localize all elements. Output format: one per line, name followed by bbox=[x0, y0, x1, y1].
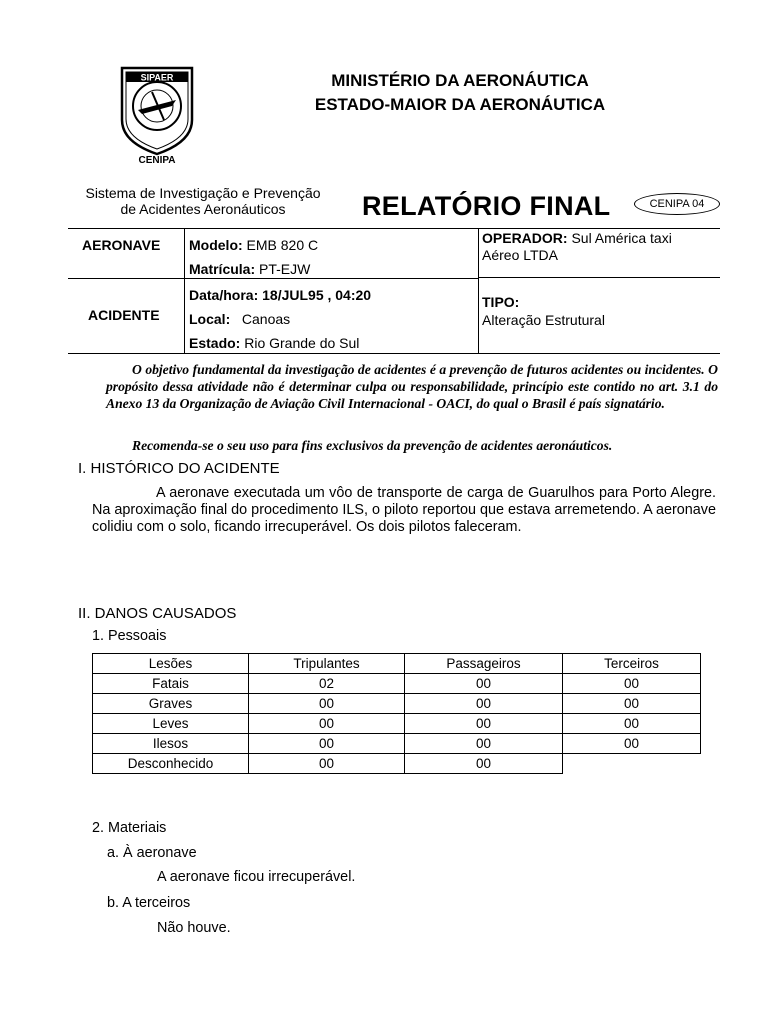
danos-heading: II. DANOS CAUSADOS bbox=[78, 605, 237, 622]
local-value: Canoas bbox=[241, 311, 291, 327]
tipo-value: Alteração Estrutural bbox=[482, 312, 605, 328]
cenipa-badge: CENIPA 04 bbox=[634, 193, 720, 215]
logo-text-bottom: CENIPA bbox=[138, 155, 176, 164]
sipaer-cenipa-logo bbox=[112, 62, 202, 164]
operador-label: OPERADOR: bbox=[482, 230, 568, 246]
operador-field bbox=[482, 230, 718, 264]
table-cell: 00 bbox=[563, 714, 701, 734]
rule-mid-left bbox=[68, 278, 478, 279]
aeronave-damage-text: A aeronave ficou irrecuperável. bbox=[157, 869, 356, 885]
modelo-label: Modelo: bbox=[189, 237, 243, 253]
objetivo-text: O objetivo fundamental da investigação de acidentes é a prevenção de futuros acidentes ou incidentes. O propósito dessa atividade não é determinar culpa ou responsabilidade, princípio este contido no art. 3.1 do Anexo 13 da Organização de Aviação Civil Internacional - OACI, do qual o Brasil é país signatário. bbox=[106, 362, 718, 411]
rule-bottom bbox=[68, 353, 720, 354]
aeronave-label: AERONAVE bbox=[82, 237, 161, 253]
table-header-row bbox=[93, 654, 701, 674]
table-row bbox=[93, 754, 701, 774]
table-cell: Graves bbox=[93, 694, 249, 714]
table-cell: Desconhecido bbox=[93, 754, 249, 774]
historico-text: A aeronave executada um vôo de transporte de carga de Guarulhos para Porto Alegre. Na aproximação final do procedimento ILS, o piloto reportou que estava arremetendo. A aeronave colidiu com o solo, ficando irrecuperável. Os dois pilotos faleceram. bbox=[92, 485, 716, 535]
acidente-label: ACIDENTE bbox=[88, 307, 160, 323]
ministry-line2: ESTADO-MAIOR DA AERONÁUTICA bbox=[314, 95, 606, 114]
aeronave-damage-label: a. À aeronave bbox=[107, 845, 197, 861]
materiais-heading: 2. Materiais bbox=[92, 820, 167, 836]
operador-value2: Aéreo LTDA bbox=[482, 247, 558, 263]
table-cell-empty bbox=[563, 754, 701, 774]
estado-label: Estado: bbox=[189, 335, 241, 351]
objetivo-notice bbox=[106, 361, 718, 412]
rule-top bbox=[68, 228, 720, 229]
local-field bbox=[189, 311, 290, 327]
table-cell: 00 bbox=[405, 694, 563, 714]
sistema-line2: de Acidentes Aeronáuticos bbox=[120, 201, 286, 217]
modelo-value: EMB 820 C bbox=[242, 237, 319, 253]
matricula-field bbox=[189, 261, 310, 277]
report-title: RELATÓRIO FINAL bbox=[362, 191, 611, 221]
estado-field bbox=[189, 335, 359, 351]
table-row bbox=[93, 694, 701, 714]
table-cell: Ilesos bbox=[93, 734, 249, 754]
table-cell: 00 bbox=[249, 754, 405, 774]
table-cell: 00 bbox=[563, 674, 701, 694]
modelo-field bbox=[189, 237, 318, 253]
sistema-line1: Sistema de Investigação e Prevenção bbox=[85, 185, 321, 201]
logo-text-top: SIPAER bbox=[140, 72, 174, 83]
tipo-label: TIPO: bbox=[482, 294, 520, 310]
table-cell: 00 bbox=[405, 734, 563, 754]
rule-mid-right bbox=[478, 277, 720, 278]
table-cell: 02 bbox=[249, 674, 405, 694]
table-header-cell: Lesões bbox=[93, 654, 249, 674]
matricula-label: Matrícula: bbox=[189, 261, 256, 277]
recomenda-notice: Recomenda-se o seu uso para fins exclusivos da prevenção de acidentes aeronáuticos. bbox=[132, 438, 613, 453]
rule-col1 bbox=[184, 228, 185, 354]
table-cell: 00 bbox=[249, 734, 405, 754]
table-cell: 00 bbox=[405, 714, 563, 734]
table-cell: 00 bbox=[563, 734, 701, 754]
info-box bbox=[68, 228, 720, 354]
matricula-value: PT-EJW bbox=[255, 261, 311, 277]
table-cell: Leves bbox=[93, 714, 249, 734]
table-header-cell: Tripulantes bbox=[249, 654, 405, 674]
table-cell: Fatais bbox=[93, 674, 249, 694]
local-label: Local: bbox=[189, 311, 231, 327]
estado-value: Rio Grande do Sul bbox=[240, 335, 360, 351]
injuries-table bbox=[92, 653, 701, 774]
table-cell: 00 bbox=[405, 754, 563, 774]
operador-value: Sul América taxi bbox=[567, 230, 672, 246]
ministry-line1: MINISTÉRIO DA AERONÁUTICA bbox=[331, 71, 589, 90]
rule-col2 bbox=[478, 228, 479, 354]
table-cell: 00 bbox=[249, 714, 405, 734]
table-header-cell: Passageiros bbox=[405, 654, 563, 674]
table-row bbox=[93, 714, 701, 734]
table-row bbox=[93, 674, 701, 694]
datahora-field: Data/hora: 18/JUL95 , 04:20 bbox=[189, 287, 372, 303]
terceiros-damage-label: b. A terceiros bbox=[107, 895, 191, 911]
table-cell: 00 bbox=[563, 694, 701, 714]
table-cell: 00 bbox=[405, 674, 563, 694]
historico-heading: I. HISTÓRICO DO ACIDENTE bbox=[78, 460, 280, 477]
historico-paragraph bbox=[92, 485, 716, 536]
table-cell: 00 bbox=[249, 694, 405, 714]
pessoais-heading: 1. Pessoais bbox=[92, 628, 167, 644]
terceiros-damage-text: Não houve. bbox=[157, 920, 231, 936]
sistema-title bbox=[68, 185, 338, 217]
table-row bbox=[93, 734, 701, 754]
table-header-cell: Terceiros bbox=[563, 654, 701, 674]
